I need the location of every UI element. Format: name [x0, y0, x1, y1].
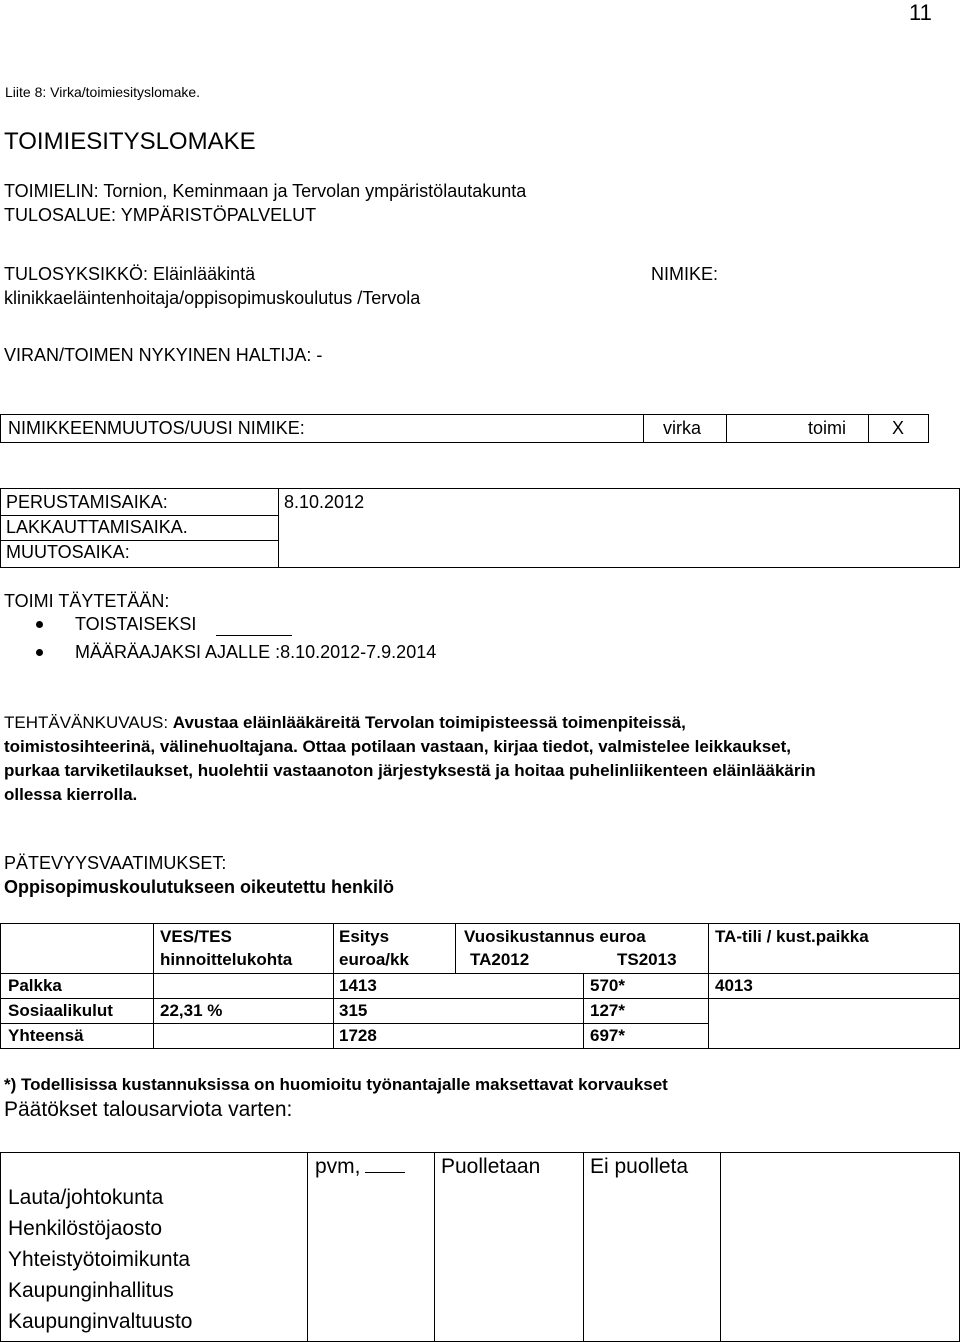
nykyinen-haltija: VIRAN/TOIMEN NYKYINEN HALTIJA: -	[4, 345, 323, 365]
decisions-title: Päätökset talousarviota varten:	[4, 1098, 293, 1121]
col-ei-puolleta: Ei puolleta	[590, 1155, 689, 1178]
tulosyksikko: TULOSYKSIKKÖ: Eläinlääkintä	[4, 264, 256, 284]
col-puolletaan: Puolletaan	[441, 1155, 541, 1178]
appendix-label: Liite 8: Virka/toimiesityslomake.	[5, 84, 201, 100]
th-euroa-kk: euroa/kk	[339, 950, 409, 969]
table-row-label: Yhteensä	[8, 1026, 84, 1045]
option-maaraajaksi: MÄÄRÄAJAKSI AJALLE :8.10.2012-7.9.2014	[75, 642, 437, 662]
th-ta-tili: TA-tili / kust.paikka	[715, 927, 869, 946]
tehtavankuvaus-text: Avustaa eläinlääkäreitä Tervolan toimipisteessä toimenpiteissä,	[172, 713, 686, 732]
tehtavankuvaus-line2: toimistosihteerinä, välinehuoltajana. Ottaa potilaan vastaan, kirjaa tiedot, valmistelee leikkaukset,	[4, 737, 792, 756]
table-cell-tili: 4013	[715, 976, 753, 995]
table-cell-esitys: 315	[339, 1001, 368, 1020]
tulosyksikko-detail: klinikkaeläintenhoitaja/oppisopimuskoulutus /Tervola	[4, 288, 421, 308]
table-cell-ves: 22,31 %	[160, 1001, 223, 1020]
bullet-icon	[36, 621, 43, 628]
taytetaan-label: TOIMI TÄYTETÄÄN:	[4, 591, 170, 611]
patevyys-text: Oppisopimuskoulutukseen oikeutettu henkilö	[4, 877, 395, 897]
tehtavankuvaus-line3: purkaa tarviketilaukset, huolehtii vastaanoton järjestyksestä ja hoitaa puhelinliikenteen eläinlääkärin	[4, 761, 816, 780]
col-pvm: pvm,	[315, 1155, 405, 1179]
decision-body: Henkilöstöjaosto	[8, 1217, 163, 1240]
perustamisaika-value: 8.10.2012	[284, 492, 365, 512]
th-ta2012: TA2012	[470, 950, 530, 969]
table-cell-esitys: 1413	[339, 976, 377, 995]
nimikemuutos-label: NIMIKKEENMUUTOS/UUSI NIMIKE:	[8, 418, 305, 438]
tehtavankuvaus-label: TEHTÄVÄNKUVAUS:	[4, 713, 169, 732]
tehtavankuvaus-line4: ollessa kierrolla.	[4, 785, 138, 804]
virka-label: virka	[663, 418, 702, 438]
footnote: *) Todellisissa kustannuksissa on huomioitu työnantajalle maksettavat korvaukset	[4, 1075, 668, 1094]
decision-body: Kaupunginhallitus	[8, 1279, 174, 1302]
th-ts2013: TS2013	[617, 950, 677, 969]
bullet-icon	[36, 649, 43, 656]
table-row-label: Sosiaalikulut	[8, 1001, 113, 1020]
patevyys-label: PÄTEVYYSVAATIMUKSET:	[4, 853, 227, 873]
tulosalue: TULOSALUE: YMPÄRISTÖPALVELUT	[4, 205, 317, 225]
table-cell-vuosi: 697*	[590, 1026, 625, 1045]
lakkauttamisaika-label: LAKKAUTTAMISAIKA.	[6, 517, 188, 537]
toimi-mark: X	[892, 418, 905, 438]
th-hinnoittelukohta: hinnoittelukohta	[160, 950, 293, 969]
table-cell-vuosi: 570*	[590, 976, 625, 995]
table-row-label: Palkka	[8, 976, 62, 995]
th-vuosikustannus: Vuosikustannus euroa	[464, 927, 646, 946]
th-esitys: Esitys	[339, 927, 390, 946]
perustamisaika-label: PERUSTAMISAIKA:	[6, 492, 168, 512]
th-ves-tes: VES/TES	[160, 927, 232, 946]
decision-body: Lauta/johtokunta	[8, 1186, 164, 1209]
decision-body: Kaupunginvaltuusto	[8, 1310, 193, 1333]
muutosaika-label: MUUTOSAIKA:	[6, 542, 130, 562]
toimi-label: toimi	[808, 418, 847, 438]
table-cell-vuosi: 127*	[590, 1001, 625, 1020]
page-title: TOIMIESITYSLOMAKE	[4, 128, 256, 155]
nimike-label: NIMIKE:	[651, 264, 719, 284]
tehtavankuvaus	[4, 713, 686, 733]
toimielin: TOIMIELIN: Tornion, Keminmaan ja Tervolan ympäristölautakunta	[4, 181, 527, 201]
table-cell-esitys: 1728	[339, 1026, 377, 1045]
decision-body: Yhteistyötoimikunta	[8, 1248, 191, 1271]
option-toistaiseksi: TOISTAISEKSI	[75, 614, 197, 634]
page-number: 11	[909, 0, 932, 25]
